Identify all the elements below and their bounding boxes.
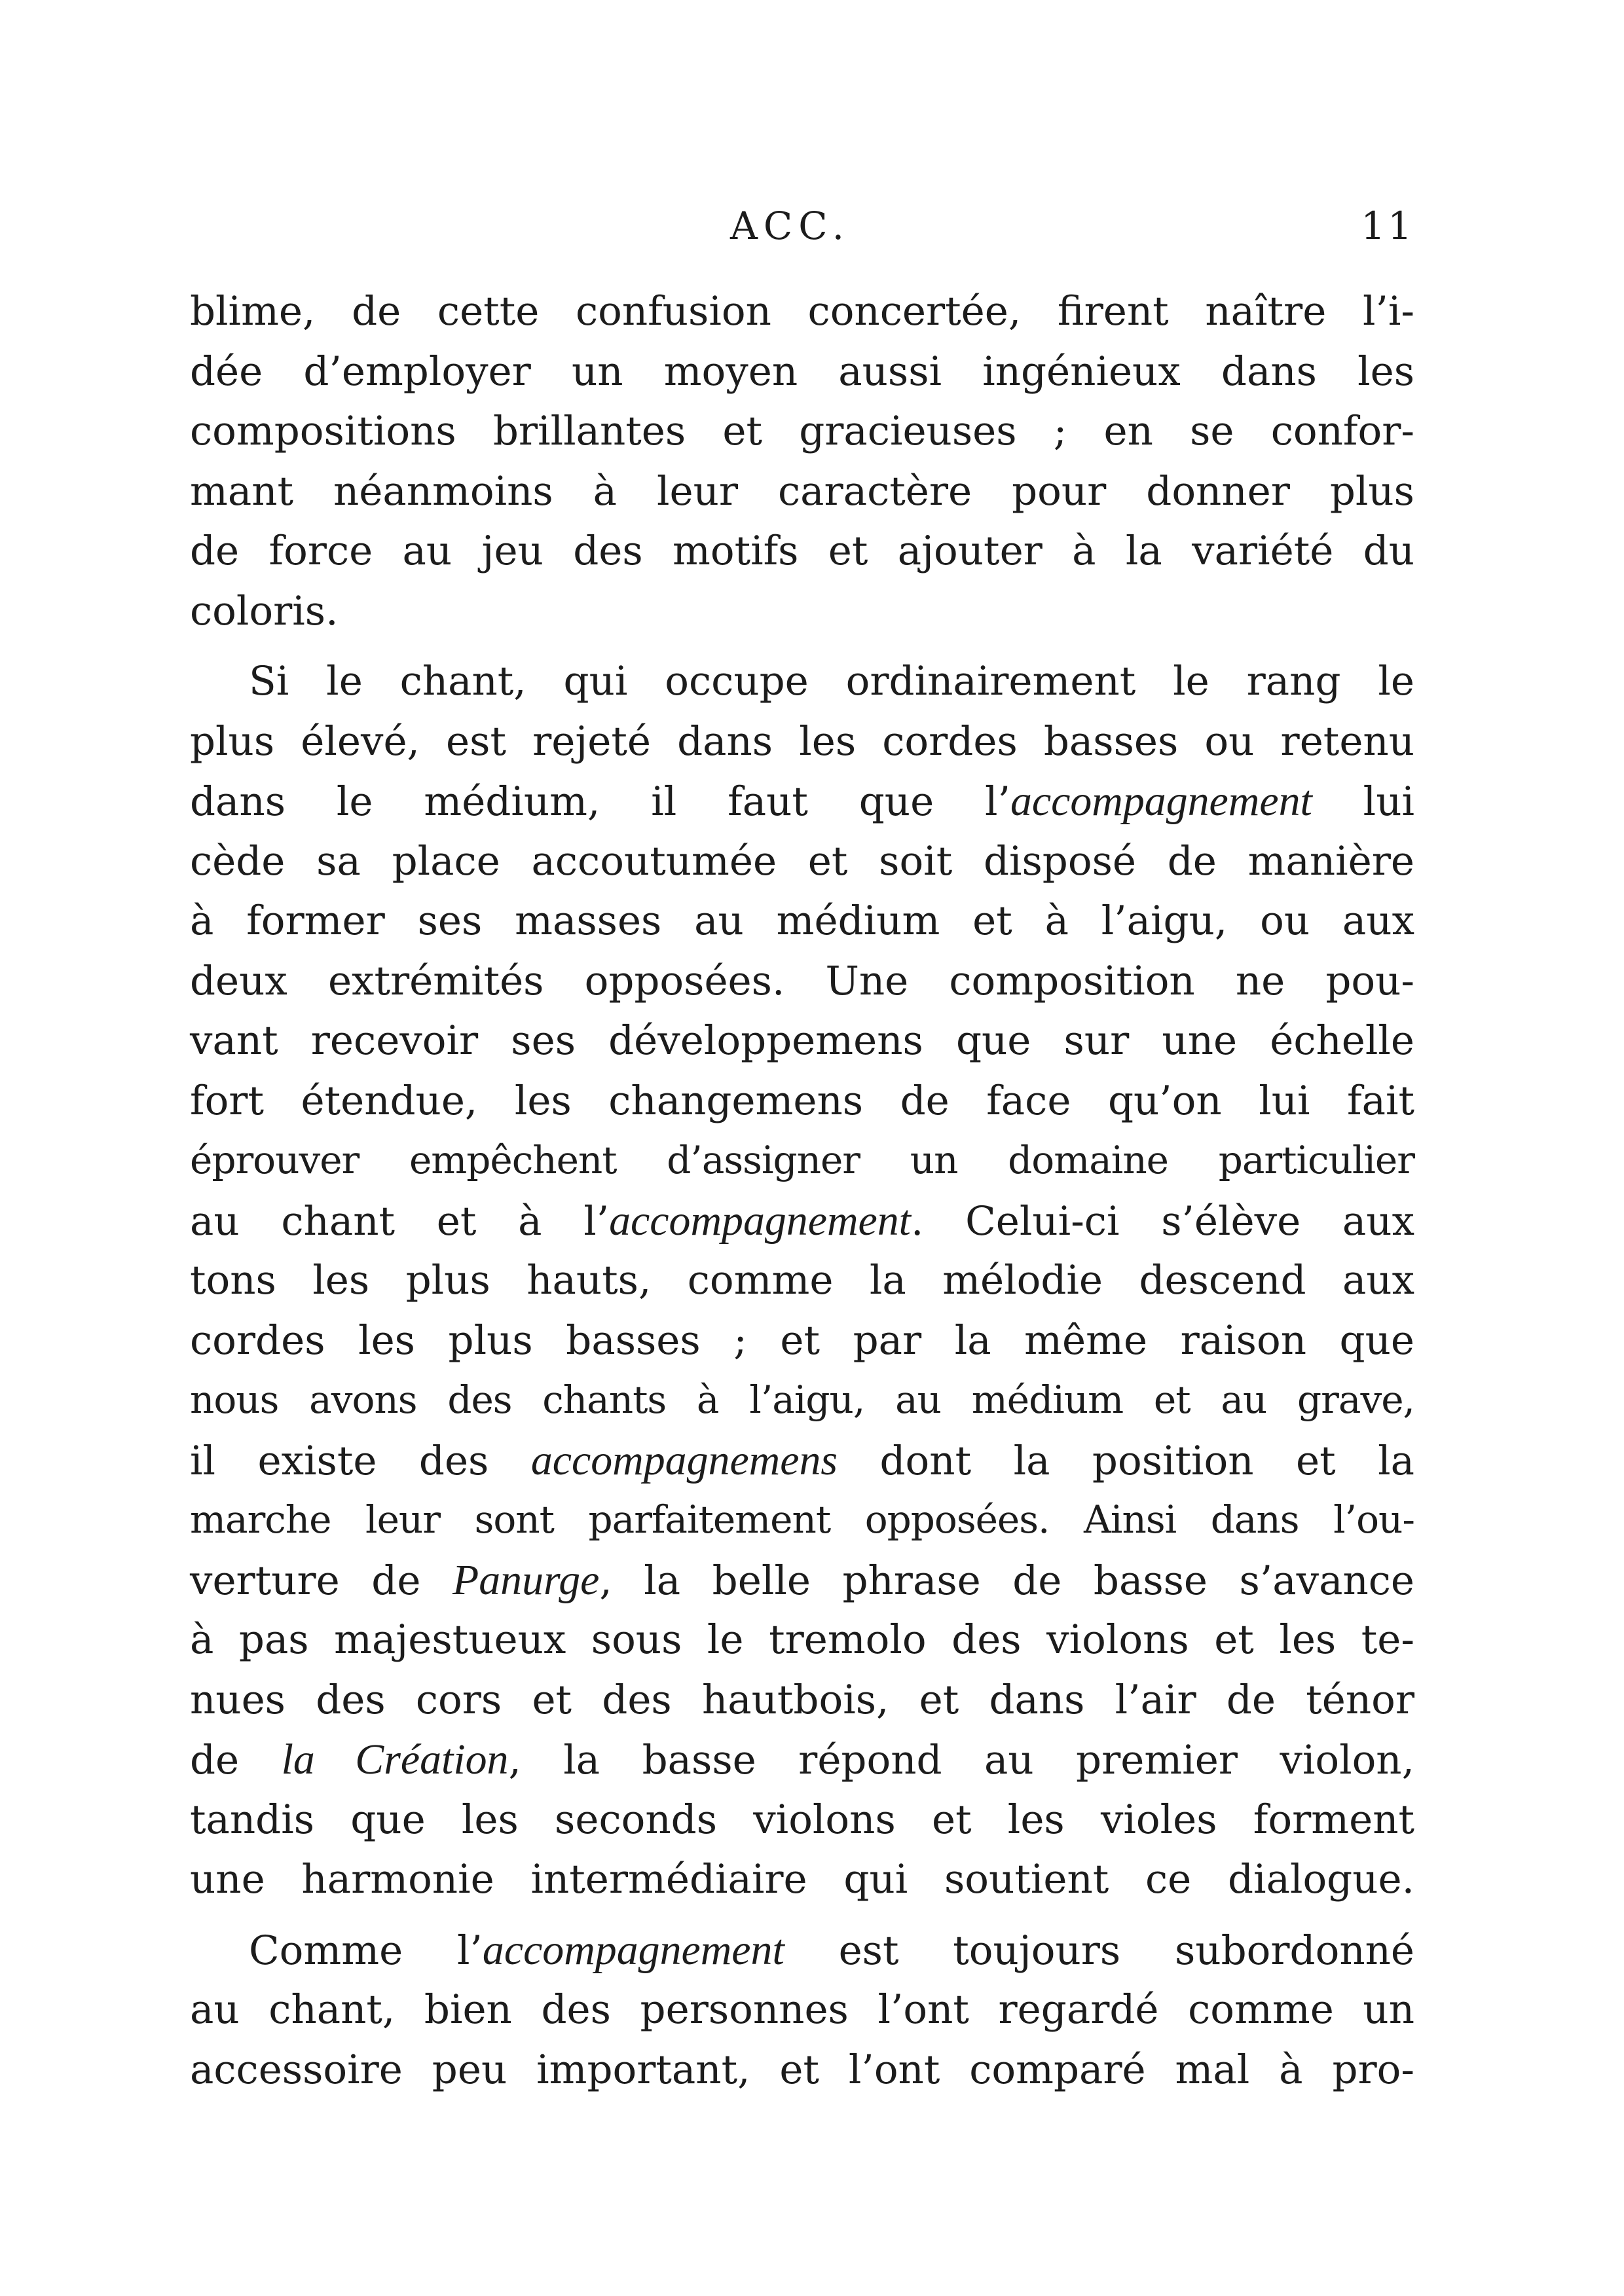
text-line: de la Création, la basse répond au premier violon,	[190, 1736, 1414, 1783]
text-line: éprouver empêchent d’assigner un domaine particulier	[190, 1138, 1414, 1182]
italic-term: accompagnement	[609, 1196, 911, 1245]
text-line: il existe des accompagnemens dont la position et la	[190, 1436, 1414, 1484]
text-line: au chant, bien des personnes l’ont regardé comme un	[190, 1986, 1414, 2033]
text-line: une harmonie intermédiaire qui soutient ce dialogue.	[190, 1856, 1414, 1903]
text-line: dée d’employer un moyen aussi ingénieux dans les	[190, 348, 1414, 395]
text-line: verture de Panurge, la belle phrase de basse s’avance	[190, 1556, 1414, 1604]
text-line: compositions brillantes et gracieuses ; en se confor-	[190, 408, 1414, 454]
text-line: accessoire peu important, et l’ont comparé mal à pro-	[190, 2046, 1414, 2093]
italic-term: accompagnemens	[530, 1436, 838, 1484]
text-line: nous avons des chants à l’aigu, au médium et au grave,	[190, 1377, 1414, 1422]
body-text	[190, 282, 1414, 2100]
text-line: Si le chant, qui occupe ordinairement le rang le	[249, 658, 1414, 704]
text-line: cordes les plus basses ; et par la même raison que	[190, 1317, 1414, 1364]
text-line: blime, de cette confusion concertée, firent naître l’i-	[190, 288, 1414, 335]
running-head: ACC.	[730, 204, 851, 248]
italic-title: Panurge	[452, 1556, 600, 1604]
italic-title: la Création	[281, 1736, 509, 1783]
text-line: Comme l’accompagnement est toujours subordonné	[249, 1925, 1414, 1974]
text-line: mant néanmoins à leur caractère pour donner plus	[190, 467, 1414, 515]
text-line: nues des cors et des hautbois, et dans l’air de ténor	[190, 1676, 1414, 1723]
text-line: tandis que les seconds violons et les violes forment	[190, 1796, 1414, 1843]
text-line: à former ses masses au médium et à l’aigu, ou aux	[190, 898, 1414, 944]
text-line: dans le médium, il faut que l’accompagnement lui	[190, 777, 1414, 825]
text-line: vant recevoir ses développemens que sur une échelle	[190, 1017, 1414, 1064]
text-line: cède sa place accoutumée et soit disposé de manière	[190, 837, 1414, 884]
page-number: 11	[1361, 204, 1414, 248]
text-line: à pas majestueux sous le tremolo des violons et les te-	[190, 1616, 1414, 1663]
text-line: coloris.	[190, 587, 339, 634]
text-line: plus élevé, est rejeté dans les cordes basses ou retenu	[190, 718, 1414, 765]
text-line: fort étendue, les changemens de face qu’on lui fait	[190, 1077, 1414, 1124]
text-line: marche leur sont parfaitement opposées. Ainsi dans l’ou-	[190, 1497, 1414, 1542]
page-header	[190, 196, 1414, 255]
text-line: de force au jeu des motifs et ajouter à la variété du	[190, 528, 1414, 574]
text-line: tons les plus hauts, comme la mélodie descend aux	[190, 1257, 1414, 1303]
italic-term: accompagnement	[482, 1925, 784, 1974]
text-line: au chant et à l’accompagnement. Celui-ci s’élève aux	[190, 1196, 1414, 1245]
text-line: deux extrémités opposées. Une composition ne pou-	[190, 957, 1414, 1004]
italic-term: accompagnement	[1010, 777, 1312, 825]
